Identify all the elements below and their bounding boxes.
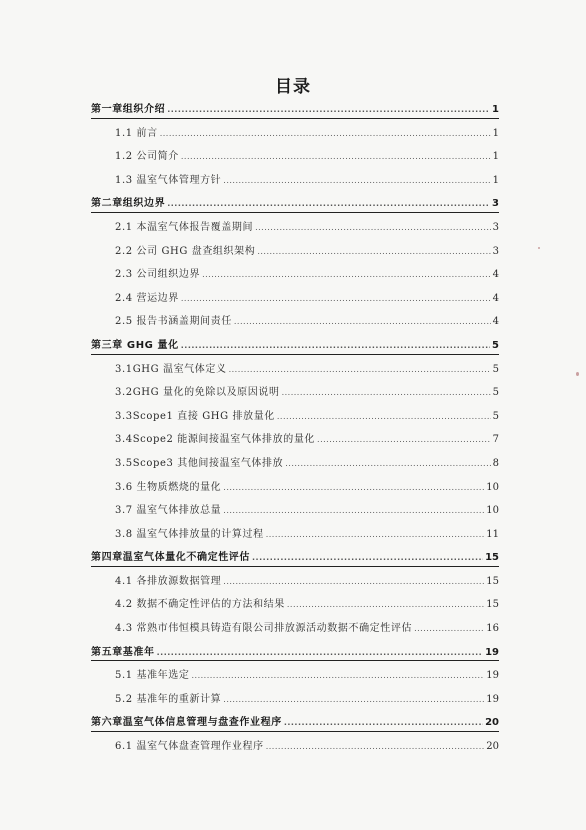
toc-section-row (91, 525, 499, 549)
toc-page-number: 8 (492, 457, 499, 469)
toc-page-number: 1 (492, 151, 499, 163)
dot-leader (266, 528, 485, 541)
toc-page-number: 1 (492, 174, 499, 186)
dot-leader (255, 221, 491, 234)
dot-leader (282, 386, 491, 399)
dot-leader (287, 598, 484, 611)
toc-entry-label: 3.7 温室气体排放总量 (115, 505, 222, 517)
dot-leader (223, 504, 484, 517)
toc-entry-label: 1.2 公司简介 (115, 151, 179, 163)
toc-section-row (91, 454, 499, 478)
scan-speck (576, 372, 579, 376)
toc-entry-label: 5.1 基准年选定 (115, 670, 190, 682)
dot-leader (223, 693, 484, 706)
toc-page-number: 15 (485, 552, 499, 564)
toc-page-number: 3 (492, 221, 499, 233)
toc-entry-label: 第四章温室气体量化不确定性评估 (91, 552, 250, 564)
toc-section-row (91, 218, 499, 242)
toc-entry-label: 5.2 基准年的重新计算 (115, 693, 222, 705)
toc-page-number: 5 (492, 410, 499, 422)
table-of-contents (91, 100, 499, 761)
toc-entry-label: 1.1 前言 (115, 127, 158, 139)
toc-entry-label: 第六章温室气体信息管理与盘查作业程序 (91, 717, 282, 729)
dot-leader (257, 245, 490, 258)
dot-leader (223, 174, 490, 187)
toc-page-number: 19 (485, 646, 499, 658)
dot-leader (284, 716, 483, 729)
toc-entry-label: 6.1 温室气体盘查管理作业程序 (115, 741, 264, 753)
toc-chapter-row (91, 336, 499, 360)
toc-section-row (91, 383, 499, 407)
toc-section-row (91, 430, 499, 454)
toc-section-row (91, 737, 499, 761)
toc-page-number: 5 (492, 363, 499, 375)
toc-section-row (91, 666, 499, 690)
toc-entry-label: 4.3 常熟市伟恒模具铸造有限公司排放源活动数据不确定性评估 (115, 623, 413, 635)
toc-page-number: 4 (492, 292, 499, 304)
dot-leader (160, 127, 491, 140)
toc-page-number: 7 (492, 434, 499, 446)
dot-leader (234, 315, 491, 328)
toc-page-number: 3 (492, 198, 499, 210)
toc-entry-label: 2.5 报告书涵盖期间责任 (115, 316, 232, 328)
dot-leader (181, 292, 491, 305)
dot-leader (202, 268, 491, 281)
dot-leader (223, 575, 484, 588)
toc-entry-label: 4.1 各排放源数据管理 (115, 575, 222, 587)
toc-chapter-row (91, 548, 499, 572)
scan-speck (538, 247, 540, 249)
toc-section-row (91, 312, 499, 336)
toc-entry-label: 1.3 温室气体管理方针 (115, 174, 222, 186)
toc-page-number: 10 (486, 505, 499, 517)
toc-title: 目录 (275, 77, 311, 97)
dot-leader (229, 363, 491, 376)
dot-leader (317, 433, 491, 446)
toc-page-number: 15 (486, 575, 499, 587)
dot-leader (181, 150, 491, 163)
toc-entry-label: 2.2 公司 GHG 盘查组织架构 (115, 245, 256, 257)
toc-page-number: 15 (486, 599, 499, 611)
toc-page-number: 1 (492, 104, 499, 115)
toc-section-row (91, 360, 499, 384)
toc-entry-label: 第二章组织边界 (91, 198, 166, 210)
toc-page-number: 11 (486, 528, 499, 540)
toc-chapter-row (91, 194, 499, 218)
toc-page-number: 16 (486, 623, 499, 635)
dot-leader (252, 551, 483, 564)
dot-leader (191, 669, 484, 682)
toc-section-row (91, 478, 499, 502)
toc-entry-label: 2.1 本温室气体报告覆盖期间 (115, 221, 254, 233)
dot-leader (414, 622, 484, 635)
toc-entry-label: 3.8 温室气体排放量的计算过程 (115, 528, 264, 540)
toc-section-row (91, 242, 499, 266)
dot-leader (181, 339, 490, 352)
toc-page-number: 3 (492, 245, 499, 257)
toc-section-row (91, 171, 499, 195)
toc-entry-label: 第三章 GHG 量化 (91, 339, 179, 351)
toc-entry-label: 3.2GHG 量化的免除以及原因说明 (115, 387, 280, 399)
toc-section-row (91, 265, 499, 289)
toc-entry-label: 3.5Scope3 其他间接温室气体排放 (115, 457, 284, 469)
toc-entry-label: 2.3 公司组织边界 (115, 269, 201, 281)
toc-entry-label: 3.3Scope1 直接 GHG 排放量化 (115, 410, 275, 422)
toc-entry-label: 3.4Scope2 能源间接温室气体排放的量化 (115, 434, 316, 446)
toc-page-number: 19 (486, 693, 499, 705)
dot-leader (223, 481, 484, 494)
dot-leader (266, 740, 485, 753)
dot-leader (167, 197, 490, 210)
toc-section-row (91, 147, 499, 171)
toc-entry-label: 3.6 生物质燃烧的量化 (115, 481, 222, 493)
dot-leader (167, 103, 490, 116)
toc-entry-label: 2.4 营运边界 (115, 292, 179, 304)
toc-page-number: 5 (492, 387, 499, 399)
toc-entry-label: 第一章组织介绍 (91, 104, 166, 115)
dot-leader (277, 410, 491, 423)
toc-section-row (91, 124, 499, 148)
toc-section-row (91, 619, 499, 643)
toc-page-number: 4 (492, 316, 499, 328)
toc-page-number: 1 (492, 127, 499, 139)
toc-page-number: 10 (486, 481, 499, 493)
toc-section-row (91, 595, 499, 619)
toc-chapter-row (91, 713, 499, 737)
toc-section-row (91, 501, 499, 525)
toc-chapter-row (91, 100, 499, 124)
toc-section-row (91, 289, 499, 313)
toc-page-number: 20 (485, 717, 499, 729)
toc-entry-label: 4.2 数据不确定性评估的方法和结果 (115, 599, 285, 611)
toc-section-row (91, 690, 499, 714)
dot-leader (285, 457, 490, 470)
toc-page-number: 4 (492, 269, 499, 281)
toc-page-number: 5 (492, 339, 499, 351)
toc-entry-label: 第五章基准年 (91, 646, 155, 658)
toc-chapter-row (91, 643, 499, 667)
toc-entry-label: 3.1GHG 温室气体定义 (115, 363, 227, 375)
toc-page-number: 19 (486, 670, 499, 682)
toc-page-number: 20 (486, 741, 499, 753)
toc-section-row (91, 572, 499, 596)
toc-section-row (91, 407, 499, 431)
dot-leader (157, 646, 483, 659)
